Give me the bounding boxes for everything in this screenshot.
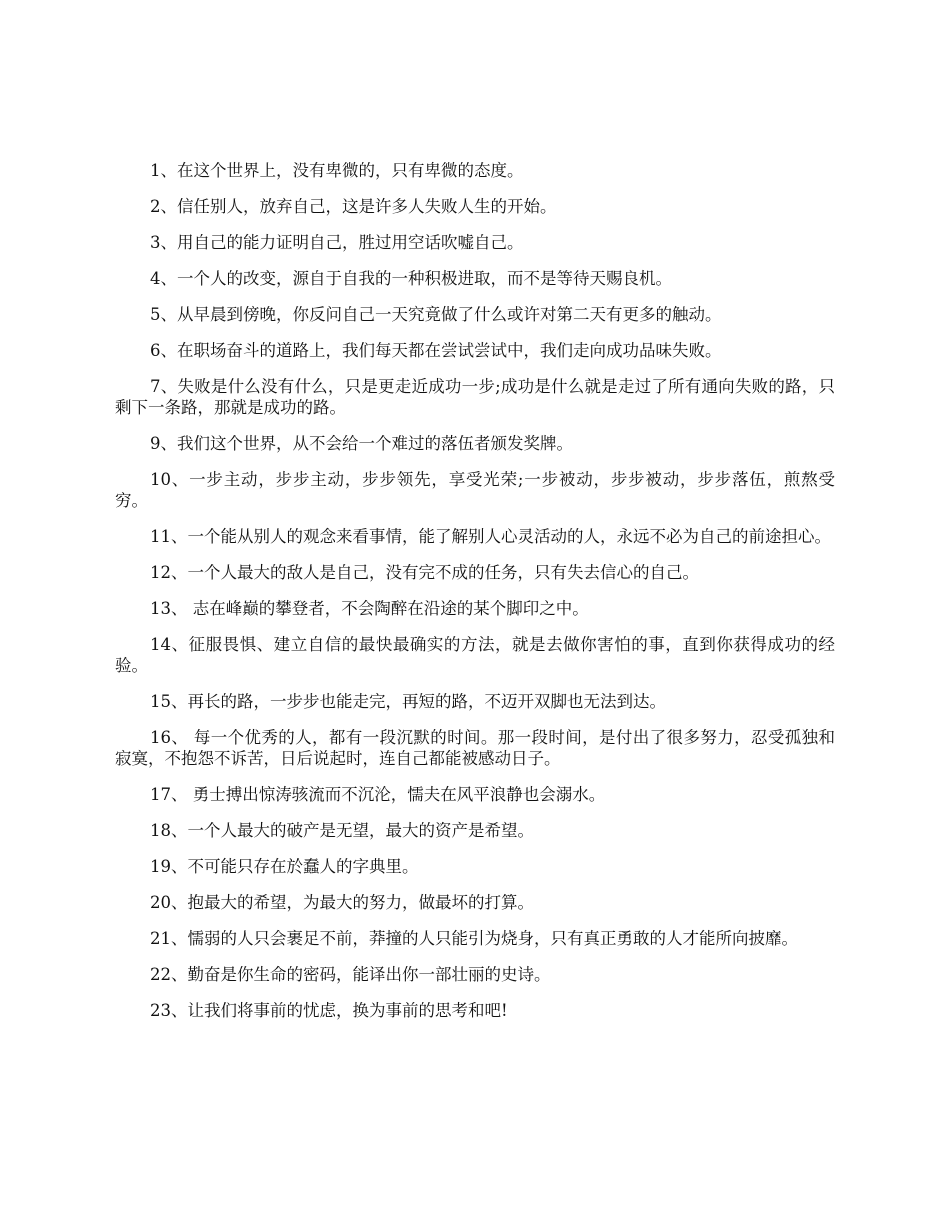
paragraph-18: 18、一个人最大的破产是无望，最大的资产是希望。	[150, 821, 534, 840]
paragraph-3: 3、用自己的能力证明自己，胜过用空话吹嘘自己。	[150, 233, 524, 252]
paragraph-21: 21、懦弱的人只会裹足不前，莽撞的人只能引为烧身，只有真正勇敢的人才能所向披靡。	[150, 929, 798, 948]
document-body	[115, 160, 835, 1036]
paragraph-16: 16、 每一个优秀的人，都有一段沉默的时间。那一段时间，是付出了很多努力，忍受孤独和寂寞，不抱怨不诉苦，日后说起时，连自己都能被感动日子。	[115, 728, 835, 768]
paragraph-11: 11、一个能从别人的观念来看事情，能了解别人心灵活动的人，永远不必为自己的前途担心。	[150, 527, 831, 546]
paragraph-9: 9、我们这个世界，从不会给一个难过的落伍者颁发奖牌。	[150, 434, 573, 453]
paragraph-10: 10、一步主动，步步主动，步步领先，享受光荣;一步被动，步步被动，步步落伍，煎熬受穷。	[115, 470, 835, 510]
paragraph-14: 14、征服畏惧、建立自信的最快最确实的方法，就是去做你害怕的事，直到你获得成功的经验。	[115, 635, 835, 675]
paragraph-17: 17、 勇士搏出惊涛骇流而不沉沦，懦夫在风平浪静也会溺水。	[150, 785, 606, 804]
paragraph-7: 7、失败是什么没有什么，只是更走近成功一步;成功是什么就是走过了所有通向失败的路，只剩下一条路，那就是成功的路。	[115, 377, 835, 417]
paragraph-1: 1、在这个世界上，没有卑微的，只有卑微的态度。	[150, 161, 524, 180]
paragraph-4: 4、一个人的改变，源自于自我的一种积极进取，而不是等待天赐良机。	[150, 269, 672, 288]
paragraph-5: 5、从早晨到傍晚，你反问自己一天究竟做了什么或许对第二天有更多的触动。	[150, 305, 722, 324]
paragraph-19: 19、不可能只存在於蠢人的字典里。	[150, 857, 419, 876]
paragraph-6: 6、在职场奋斗的道路上，我们每天都在尝试尝试中，我们走向成功品味失败。	[150, 341, 722, 360]
paragraph-20: 20、抱最大的希望，为最大的努力，做最坏的打算。	[150, 893, 534, 912]
paragraph-2: 2、信任别人，放弃自己，这是许多人失败人生的开始。	[150, 197, 557, 216]
paragraph-15: 15、再长的路，一步步也能走完，再短的路，不迈开双脚也无法到达。	[150, 692, 666, 711]
paragraph-12: 12、一个人最大的敌人是自己，没有完不成的任务，只有失去信心的自己。	[150, 563, 699, 582]
paragraph-23: 23、让我们将事前的忧虑，换为事前的思考和吧!	[150, 1001, 508, 1020]
paragraph-22: 22、勤奋是你生命的密码，能译出你一部壮丽的史诗。	[150, 965, 551, 984]
paragraph-13: 13、 志在峰巅的攀登者，不会陶醉在沿途的某个脚印之中。	[150, 599, 589, 618]
